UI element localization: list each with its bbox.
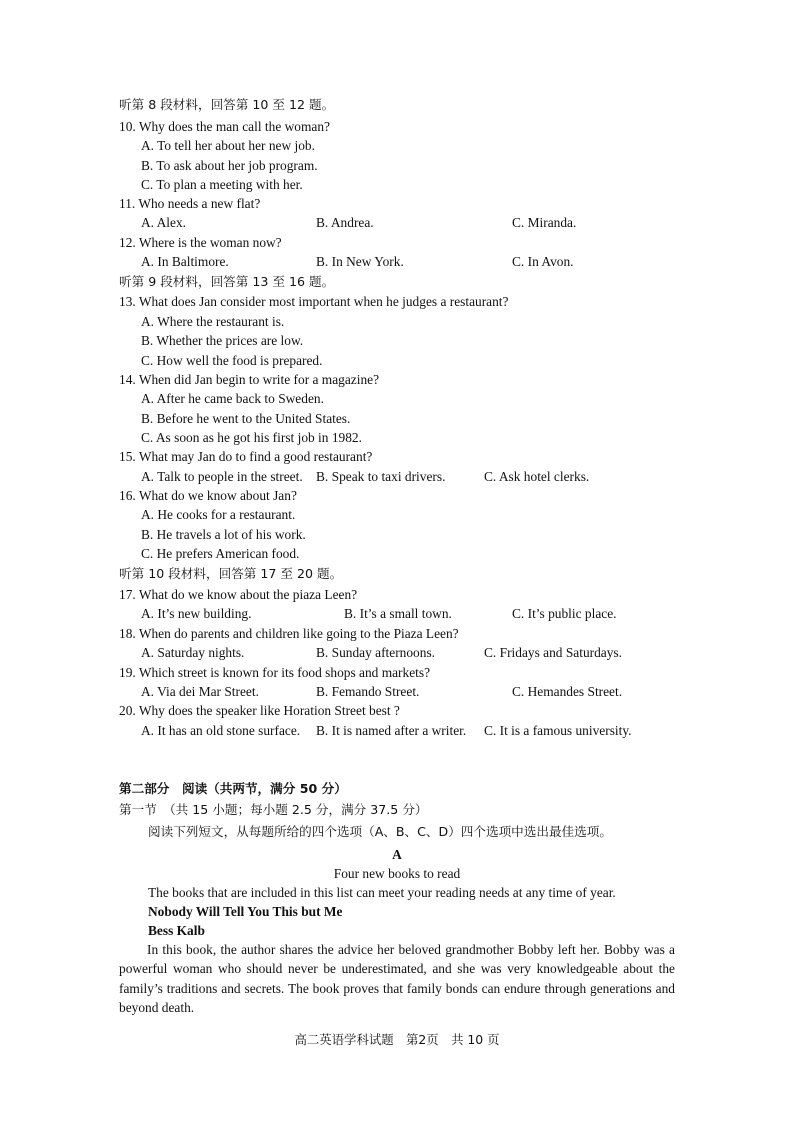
book-1-text: In this book, the author shares the advice her beloved grandmother Bobby left her. Bobby was a powerful woman who should never be underestimated, and she was very knowledgeable about the family’s traditions and secrets. The book proves that family bonds can endure through generations and beyond death.: [119, 942, 675, 1016]
q10-option-b: B. To ask about her job program.: [141, 158, 318, 173]
section-9-header: 听第 9 段材料，回答第 13 至 16 题。: [119, 274, 335, 289]
q13-option-c: C. How well the food is prepared.: [141, 353, 323, 368]
book-1-description: [119, 940, 675, 1018]
q19-option-a: A. Via dei Mar Street.: [141, 684, 259, 699]
q18-option-b: B. Sunday afternoons.: [316, 645, 436, 660]
q19-options: [0, 682, 794, 701]
q18-option-a: A. Saturday nights.: [141, 645, 245, 660]
section-one-title: 第一节 （共 15 小题；每小题 2.5 分，满分 37.5 分）: [119, 802, 428, 817]
question-20: 20. Why does the speaker like Horation Street best ?: [119, 703, 400, 718]
passage-intro: The books that are included in this list can meet your reading needs at any time of year.: [148, 885, 616, 900]
q17-option-a: A. It’s new building.: [141, 606, 252, 621]
q12-option-c: C. In Avon.: [512, 254, 574, 269]
question-11: 11. Who needs a new flat?: [119, 196, 261, 211]
book-1-author: Bess Kalb: [148, 923, 205, 938]
book-1-title: Nobody Will Tell You This but Me: [148, 904, 343, 919]
part-two-title: 第二部分 阅读（共两节，满分 50 分）: [119, 781, 347, 796]
question-10: 10. Why does the man call the woman?: [119, 119, 330, 134]
q20-option-c: C. It is a famous university.: [484, 723, 632, 738]
q13-option-b: B. Whether the prices are low.: [141, 333, 304, 348]
q16-option-c: C. He prefers American food.: [141, 546, 300, 561]
question-15: 15. What may Jan do to find a good restaurant?: [119, 449, 373, 464]
q18-option-c: C. Fridays and Saturdays.: [484, 645, 622, 660]
q16-option-b: B. He travels a lot of his work.: [141, 527, 306, 542]
question-14: 14. When did Jan begin to write for a magazine?: [119, 372, 380, 387]
reading-instruction: 阅读下列短文，从每题所给的四个选项（A、B、C、D）四个选项中选出最佳选项。: [148, 824, 612, 839]
q17-option-b: B. It’s a small town.: [344, 606, 452, 621]
q18-options: [0, 643, 794, 662]
question-16: 16. What do we know about Jan?: [119, 488, 297, 503]
question-13: 13. What does Jan consider most important when he judges a restaurant?: [119, 294, 509, 309]
passage-title: Four new books to read: [333, 866, 461, 881]
q20-option-a: A. It has an old stone surface.: [141, 723, 301, 738]
question-19: 19. Which street is known for its food shops and markets?: [119, 665, 431, 680]
q11-option-b: B. Andrea.: [316, 215, 374, 230]
q15-options: [0, 467, 794, 486]
q15-option-a: A. Talk to people in the street.: [141, 469, 303, 484]
q12-options: [0, 252, 794, 271]
passage-letter: A: [392, 847, 402, 862]
q20-option-b: B. It is named after a writer.: [316, 723, 467, 738]
section-8-header: 听第 8 段材料，回答第 10 至 12 题。: [119, 97, 335, 112]
q11-option-c: C. Miranda.: [512, 215, 577, 230]
page-footer: 高二英语学科试题 第2页 共 10 页: [294, 1032, 500, 1047]
q14-option-b: B. Before he went to the United States.: [141, 411, 351, 426]
q16-option-a: A. He cooks for a restaurant.: [141, 507, 296, 522]
q14-option-a: A. After he came back to Sweden.: [141, 391, 324, 406]
q19-option-b: B. Femando Street.: [316, 684, 420, 699]
q10-option-c: C. To plan a meeting with her.: [141, 177, 303, 192]
q17-options: [0, 604, 794, 623]
q20-options: [0, 721, 794, 740]
q15-option-b: B. Speak to taxi drivers.: [316, 469, 446, 484]
q15-option-c: C. Ask hotel clerks.: [484, 469, 590, 484]
question-17: 17. What do we know about the piaza Leen?: [119, 587, 358, 602]
question-12: 12. Where is the woman now?: [119, 235, 282, 250]
question-18: 18. When do parents and children like going to the Piaza Leen?: [119, 626, 459, 641]
q12-option-a: A. In Baltimore.: [141, 254, 229, 269]
q13-option-a: A. Where the restaurant is.: [141, 314, 285, 329]
q17-option-c: C. It’s public place.: [512, 606, 617, 621]
q19-option-c: C. Hemandes Street.: [512, 684, 623, 699]
section-10-header: 听第 10 段材料，回答第 17 至 20 题。: [119, 566, 343, 581]
q14-option-c: C. As soon as he got his first job in 1982.: [141, 430, 362, 445]
q12-option-b: B. In New York.: [316, 254, 404, 269]
q11-option-a: A. Alex.: [141, 215, 187, 230]
q10-option-a: A. To tell her about her new job.: [141, 138, 315, 153]
q11-options: [0, 213, 794, 232]
